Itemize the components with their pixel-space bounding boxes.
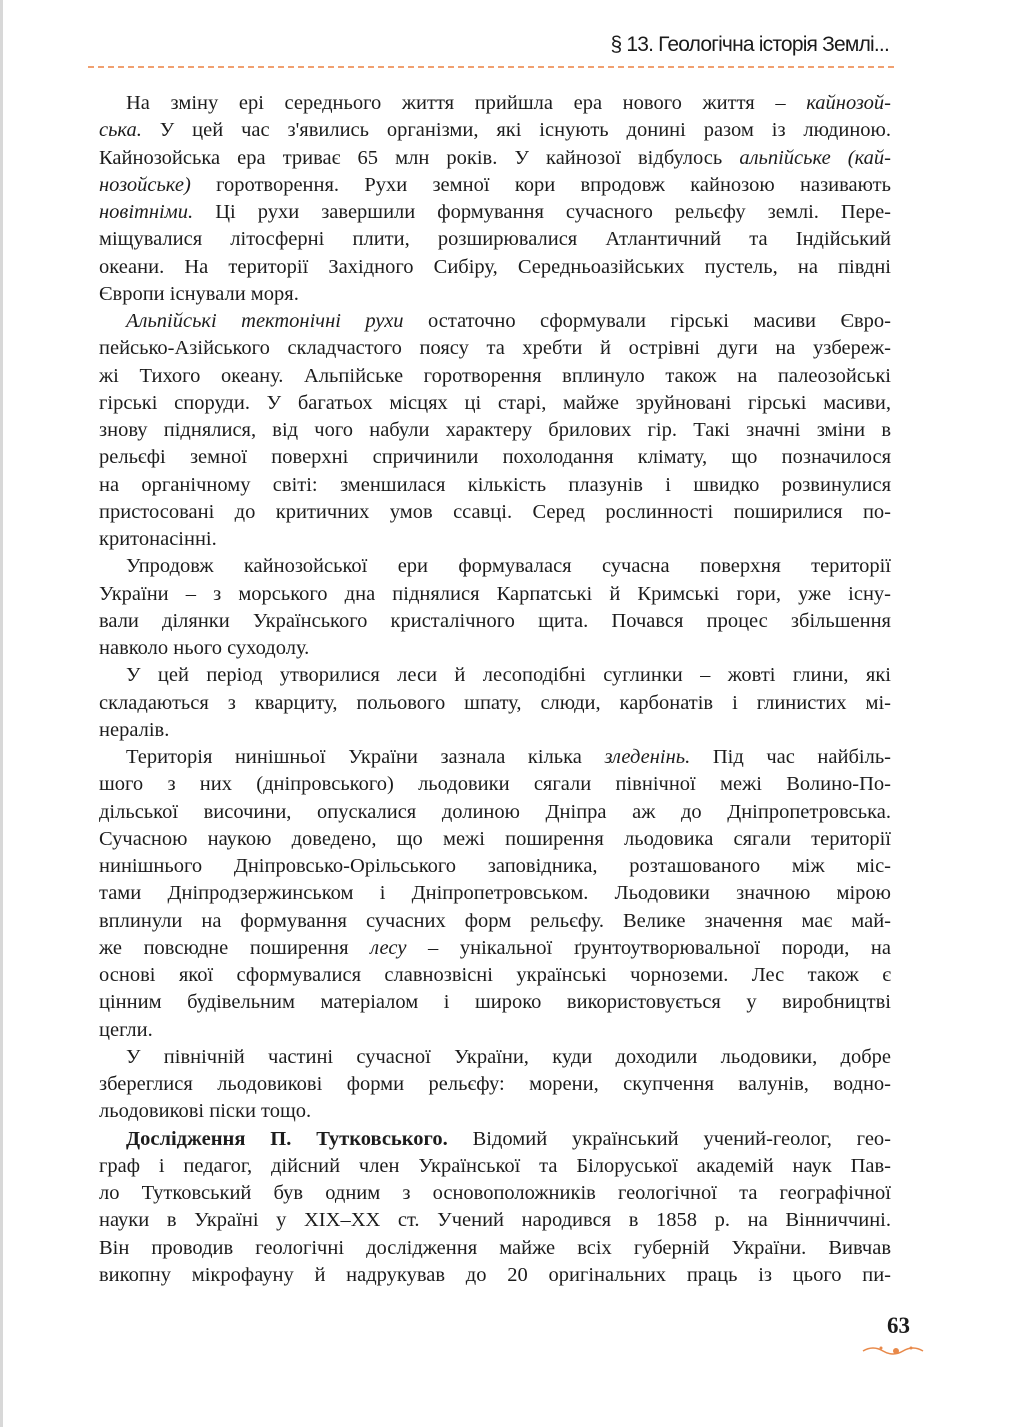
text-line <box>99 935 891 962</box>
text-segment: шого з них (дніпровського) льодовики сягали північної межі Волино-По- <box>99 773 891 796</box>
text-line <box>99 117 891 144</box>
text-segment: Відомий український учений-геолог, гео- <box>447 1127 891 1150</box>
italic-term: кайнозой- <box>806 92 891 114</box>
text-line <box>99 308 891 335</box>
text-line <box>99 226 891 253</box>
text-segment: нинішнього Дніпровсько-Орільського заповідника, розташованого між міс- <box>99 855 891 877</box>
text-segment: нералів. <box>99 718 170 741</box>
text-segment: викопну мікрофауну й надрукував до 20 оригінальних праць із цього пи- <box>99 1263 891 1286</box>
text-segment: Упродовж кайнозойської ери формувалася сучасна поверхня території <box>126 555 891 578</box>
text-segment: дільської височини, опускалися долиною Дніпра аж до Дніпропетровська. <box>99 800 891 823</box>
text-segment: ло Тутковський був одним з основоположників геологічної та географічної <box>99 1182 891 1204</box>
text-line <box>99 254 891 281</box>
text-segment: основі якої сформувалися славнозвісні українські чорноземи. Лес також є <box>99 964 891 986</box>
text-line <box>99 199 891 226</box>
text-segment: науки в Україні у XIX–XX ст. Учений народився в 1858 р. на Вінниччині. <box>99 1209 891 1232</box>
text-segment: же повсюдне поширення <box>99 936 371 959</box>
text-line <box>99 690 891 717</box>
italic-term: Альпійські тектонічні рухи <box>126 310 404 332</box>
text-segment: У північній частині сучасної України, куди доходили льодовики, добре <box>126 1045 891 1068</box>
header-divider <box>88 66 894 68</box>
text-line <box>99 281 891 308</box>
text-segment: Сучасною наукою доведено, що межі поширення льодовика сягали території <box>99 827 891 850</box>
text-segment: Європи існували моря. <box>99 282 299 305</box>
text-line <box>99 1126 891 1153</box>
text-line <box>99 472 891 499</box>
page-number: 63 <box>887 1313 910 1338</box>
text-segment: жі Тихого океану. Альпійське горотворення вплинуло також на палеозойські <box>99 364 891 387</box>
text-line <box>99 1207 891 1234</box>
text-segment: льодовикові піски тощо. <box>99 1100 312 1123</box>
italic-term: альпійське (кай- <box>739 146 891 169</box>
italic-term: новітніми. <box>99 201 194 223</box>
text-segment: збереглися льодовикові форми рельєфу: морени, скупчення валунів, водно- <box>99 1073 891 1095</box>
italic-term: зледенінь. <box>604 746 691 768</box>
text-line <box>99 172 891 199</box>
text-line <box>99 744 891 771</box>
text-line <box>99 145 891 172</box>
text-line <box>99 90 891 117</box>
text-line <box>99 526 891 553</box>
italic-term: лесу <box>370 936 407 959</box>
text-line <box>99 1017 891 1044</box>
text-line <box>99 335 891 362</box>
body-text <box>99 90 891 1289</box>
text-segment: Територія нинішньої України зазнала кілька <box>126 746 605 768</box>
text-segment: тами Дніпродзержинськом і Дніпропетровськом. Льодовики значною мірою <box>99 882 891 905</box>
text-line <box>99 363 891 390</box>
text-line <box>99 1153 891 1180</box>
text-segment: граф і педагог, дійсний член Української та Білоруської академій наук Пав- <box>99 1154 891 1177</box>
text-line <box>99 771 891 798</box>
text-line <box>99 390 891 417</box>
text-segment: остаточно сформували гірські масиви Євро- <box>403 310 891 332</box>
italic-term: ська. <box>99 119 142 142</box>
text-line <box>99 444 891 471</box>
text-segment: України – з морського дна піднялися Карпатські й Кримські гори, уже існу- <box>99 582 891 605</box>
text-line <box>99 1098 891 1125</box>
text-segment: Під час найбіль- <box>690 746 892 768</box>
text-segment: вали ділянки Українського кристалічного щита. Почався процес збільшення <box>99 609 891 632</box>
text-segment: знову піднялися, від чого набули характеру брилових гір. Такі значні зміни в <box>99 419 891 441</box>
text-line <box>99 989 891 1016</box>
text-line <box>99 1235 891 1262</box>
text-segment: міщувалися літосферні плити, розширювалися Атлантичний та Індійський <box>99 228 891 251</box>
text-segment: критонасінні. <box>99 528 217 550</box>
text-segment: – унікальної ґрунтоутворювальної породи, на <box>406 936 892 959</box>
text-line <box>99 799 891 826</box>
text-line <box>99 662 891 689</box>
text-line <box>99 1044 891 1071</box>
text-segment: Кайнозойська ера триває 65 млн років. У кайнозої відбулось <box>99 146 740 169</box>
text-line <box>99 1262 891 1289</box>
text-segment: На зміну ері середнього життя прийшла ера нового життя – <box>126 92 807 114</box>
text-segment: Ці рухи завершили формування сучасного рельєфу землі. Пере- <box>193 201 891 223</box>
text-segment: складаються з кварциту, польового шпату, слюди, карбонатів і глинистих мі- <box>99 691 891 714</box>
section-header: § 13. Геологічна історія Землі... <box>610 33 889 56</box>
text-segment: У цей час з'явились організми, які існують донині разом із людиною. <box>141 119 891 142</box>
text-segment: океани. На території Західного Сибіру, Середньоазійських пустель, на півдні <box>99 255 891 278</box>
text-segment: гірські споруди. У багатьох місцях ці старі, майже зруйновані гірські масиви, <box>99 391 891 414</box>
text-line <box>99 1071 891 1098</box>
text-line <box>99 826 891 853</box>
text-line <box>99 608 891 635</box>
text-segment: Він проводив геологічні дослідження майже всіх губерній України. Вивчав <box>99 1236 891 1259</box>
text-line <box>99 553 891 580</box>
text-segment: вплинули на формування сучасних форм рельєфу. Велике значення має май- <box>99 909 891 932</box>
text-segment: цегли. <box>99 1018 153 1041</box>
text-segment: пейсько-Азійського складчастого поясу та хребти й острівні дуги на узбереж- <box>99 337 891 360</box>
text-line <box>99 908 891 935</box>
text-line <box>99 717 891 744</box>
text-segment: горотворення. Рухи земної кори впродовж кайнозою називають <box>190 173 891 196</box>
text-line <box>99 962 891 989</box>
text-line <box>99 853 891 880</box>
text-line <box>99 417 891 444</box>
text-segment: цінним будівельним матеріалом і широко використовується у виробництві <box>99 991 891 1014</box>
text-line <box>99 581 891 608</box>
text-line <box>99 499 891 526</box>
text-segment: У цей період утворилися леси й лесоподібні суглинки – жовті глини, які <box>126 664 891 687</box>
text-line <box>99 635 891 662</box>
text-segment: пристосовані до критичних умов ссавці. Серед рослинності поширилися по- <box>99 500 891 523</box>
text-segment: на органічному світі: зменшилася кількість плазунів і швидко розвинулися <box>99 473 891 496</box>
text-segment: навколо нього суходолу. <box>99 637 310 659</box>
ornament-icon <box>861 1343 931 1357</box>
text-line <box>99 880 891 907</box>
text-line <box>99 1180 891 1207</box>
text-segment: рельєфі земної поверхні спричинили похолодання клімату, що позначилося <box>99 446 891 469</box>
italic-term: нозойське) <box>99 173 191 196</box>
bold-heading: Дослідження П. Тутковського. <box>126 1127 448 1150</box>
